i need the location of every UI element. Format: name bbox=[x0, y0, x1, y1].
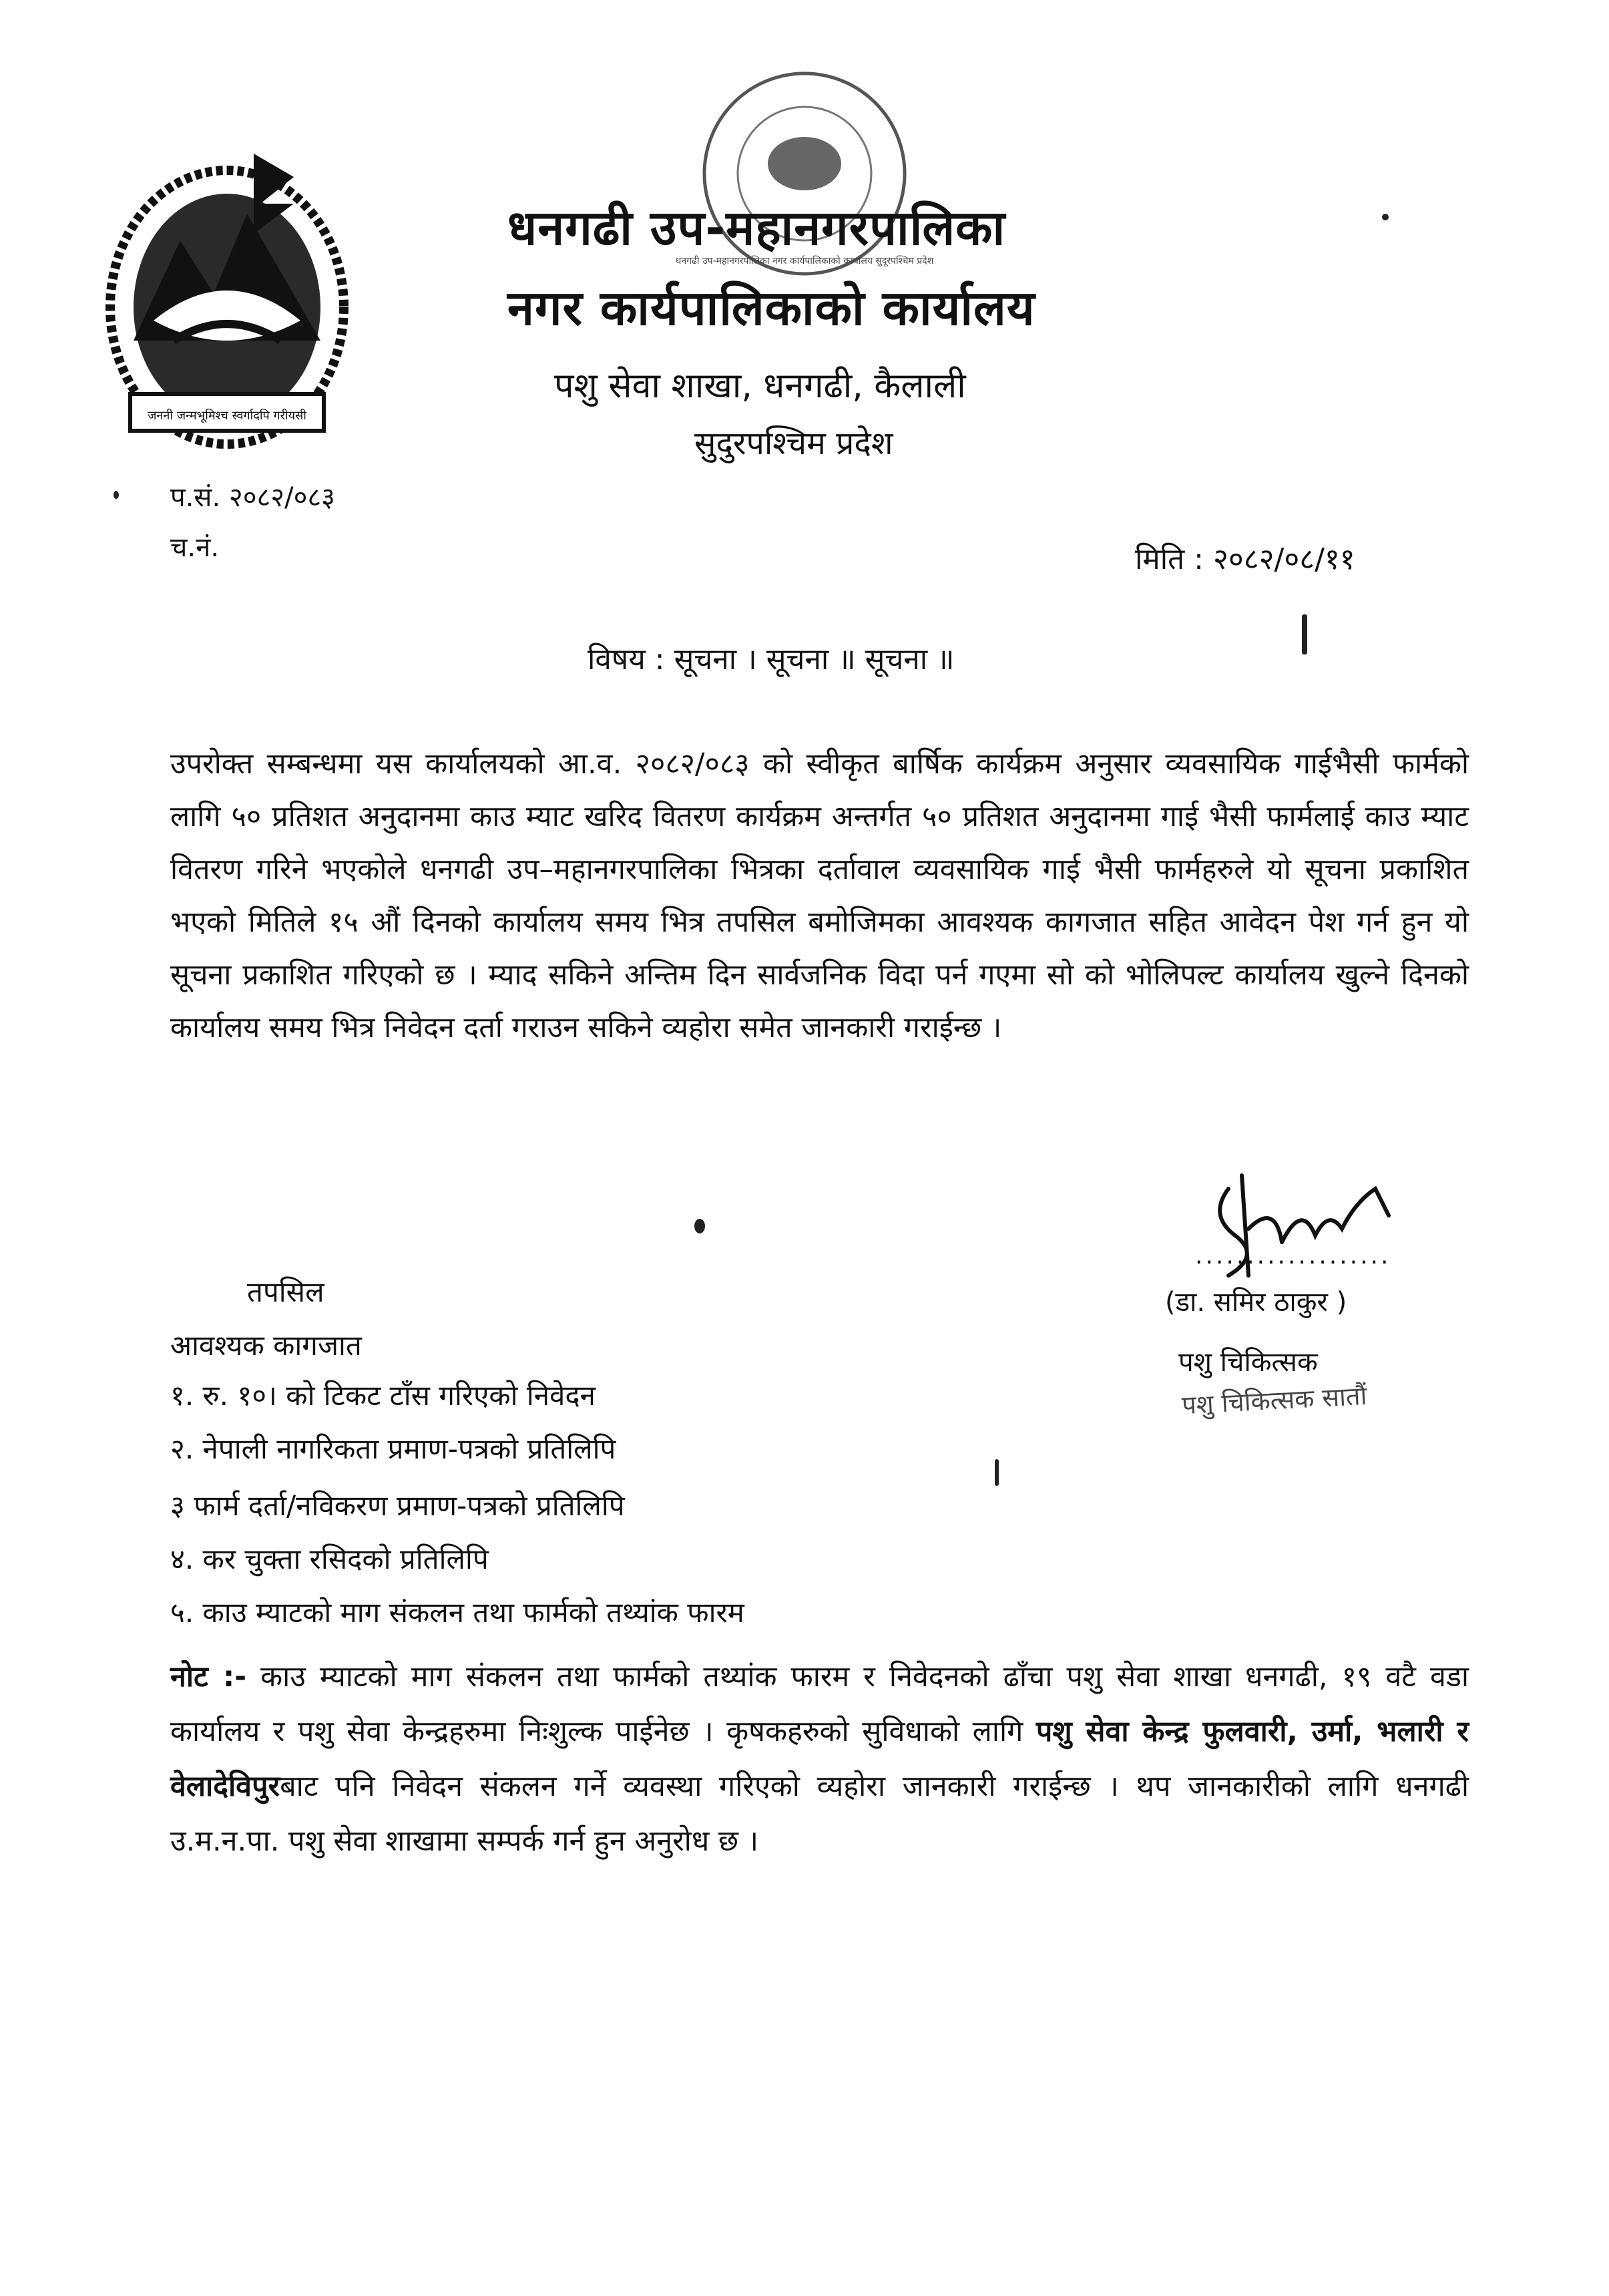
subject-line: विषय : सूचना । सूचना ॥ सूचना ॥ bbox=[588, 642, 955, 677]
required-documents-heading: आवश्यक कागजात bbox=[170, 1329, 362, 1362]
signature-text: Shaker bbox=[1208, 1170, 1232, 1177]
scan-speck bbox=[1302, 614, 1307, 654]
note-text-1: काउ म्याटको माग संकलन तथा फार्मको तथ्यांक फारम र निवेदनको ढाँचा पशु सेवा शाखा धनगढी, १९ वटै वडा कार्यालय र पशु सेवा केन्द्रहरुमा निःशुल्क पाईनेछ । कृषकहरुको सुविधाको लागि bbox=[170, 1660, 1469, 1748]
province-name: सुदुरपश्चिम प्रदेश bbox=[694, 425, 893, 462]
note-label: नोट :- bbox=[170, 1660, 247, 1694]
office-subtitle: नगर कार्यपालिकाको कार्यालय bbox=[507, 280, 1036, 336]
scan-speck bbox=[694, 1219, 705, 1233]
signature-scribble bbox=[1202, 1162, 1402, 1289]
scan-speck bbox=[1382, 214, 1389, 220]
note-paragraph bbox=[170, 1650, 1469, 1869]
signatory-title: पशु चिकित्सक bbox=[1178, 1347, 1318, 1378]
signature-line: ................... bbox=[1195, 1242, 1391, 1270]
letter-date: मिति : २०८२/०८/११ bbox=[1135, 542, 1355, 576]
signatory-name: (डा. समिर ठाकुर ) bbox=[1165, 1287, 1347, 1318]
reference-number: प.सं. २०८२/०८३ bbox=[170, 482, 335, 513]
emblem-motto: जननी जन्मभूमिश्च स्वर्गादपि गरीयसी bbox=[148, 409, 306, 423]
document-item: ३ फार्म दर्ता/नविकरण प्रमाण-पत्रको प्रतिलिपि bbox=[170, 1489, 625, 1522]
document-item: ४. कर चुक्ता रसिदको प्रतिलिपि bbox=[170, 1543, 489, 1575]
scan-speck bbox=[113, 491, 119, 499]
note-service-centers: पशु सेवा केन्द्र फुलवारी, उर्मा, भलारी र वेलादेविपुर bbox=[170, 1715, 1469, 1803]
notice-body: उपरोक्त सम्बन्धमा यस कार्यालयको आ.व. २०८२/०८३ को स्वीकृत बार्षिक कार्यक्रम अनुसार व्यवसायिक गाईभैसी फार्मको लागि ५० प्रतिशत अनुदानमा काउ म्याट खरिद वितरण कार्यक्रम अन्तर्गत ५० प्रतिशत अनुदानमा गाई भैसी फार्मलाई काउ म्याट वितरण गरिने भएकोले धनगढी उप–महानगरपालिका भित्रका दर्तावाल व्यवसायिक गाई भैसी फार्महरुले यो सूचना प्रकाशित भएको मितिले १५ औं दिनको कार्यालय समय भित्र तपसिल बमोजिमका आवश्यक कागजात सहित आवेदन पेश गर्न हुन यो सूचना प्रकाशित गरिएको छ । म्याद सकिने अन्तिम दिन सार्वजनिक विदा पर्न गएमा सो को भोलिपल्ट कार्यालय खुल्ने दिनको कार्यालय समय भित्र निवेदन दर्ता गराउन सकिने व्यहोरा समेत जानकारी गराईन्छ । bbox=[170, 747, 1469, 1044]
nepal-emblem bbox=[93, 140, 361, 461]
section-address: पशु सेवा शाखा, धनगढी, कैलाली bbox=[554, 366, 966, 406]
document-item: २. नेपाली नागरिकता प्रमाण-पत्रको प्रतिलिपि bbox=[170, 1432, 616, 1465]
document-item: ५. काउ म्याटको माग संकलन तथा फार्मको तथ्यांक फारम bbox=[170, 1596, 744, 1629]
document-item: १. रु. १०। को टिकट टाँस गरिएको निवेदन bbox=[170, 1379, 596, 1412]
tapasil-heading: तपसिल bbox=[247, 1276, 324, 1308]
note-text-2: बाट पनि निवेदन संकलन गर्ने व्यवस्था गरिएको व्यहोरा जानकारी गराईन्छ । थप जानकारीको लागि धनगढी उ.म.न.पा. पशु सेवा शाखामा सम्पर्क गर्न हुन अनुरोध छ । bbox=[170, 1770, 1469, 1858]
office-name: धनगढी उप-महानगरपालिका bbox=[507, 200, 1006, 256]
scan-speck bbox=[995, 1459, 999, 1486]
signatory-stamp: पशु चिकित्सक सातौं bbox=[1181, 1380, 1368, 1420]
dispatch-number: च.नं. bbox=[170, 532, 220, 563]
stamp-text: धनगढी उप-महानगरपालिका नगर कार्यपालिकाको कार्यालय सुदूरपश्चिम प्रदेश bbox=[675, 256, 934, 266]
